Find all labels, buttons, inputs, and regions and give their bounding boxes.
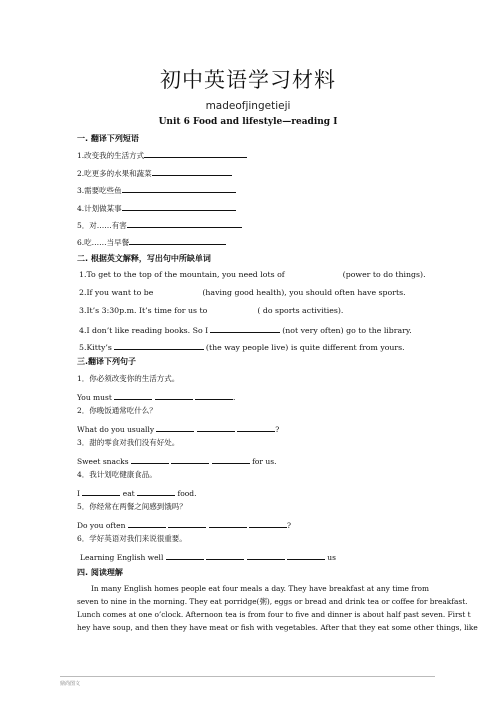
answer-blank[interactable] [249,519,287,528]
passage-line: seven to nine in the morning. They eat porridge(粥), eggs or bread and drink tea or coffee for breakfast. [77,597,468,606]
phrase-item: 1.改变我的生活方式 [77,149,247,161]
chinese-sentence: 3．甜的零食对我们没有好处。 [77,438,180,447]
answer-blank[interactable] [129,236,226,245]
answer-blank[interactable] [206,551,244,560]
answer-blank[interactable] [131,455,169,464]
answer-blank[interactable] [122,202,236,211]
answer-blank[interactable] [114,391,152,400]
answer-blank[interactable] [128,519,166,528]
fill-sentence: 1.To get to the top of the mountain, you need lots of (power to do things). [79,270,426,279]
answer-blank[interactable] [287,551,325,560]
section-heading-2: 二. 根据英文解释，写出句中所缺单词 [77,254,211,263]
answer-blank[interactable] [144,149,247,158]
reading-passage [77,582,478,634]
answer-blank[interactable] [155,391,193,400]
answer-blank[interactable] [247,551,285,560]
answer-blank[interactable] [212,455,250,464]
answer-blank[interactable] [82,487,120,496]
fill-sentence: 3.It’s 3:30p.m. It’s time for us to ( do sports activities). [79,306,344,315]
translation-line: I eat food. [77,489,197,498]
fill-sentence: 2.If you want to be (having good health), you should often have sports. [79,288,406,297]
unit-heading: Unit 6 Food and lifestyle—reading Ⅰ [158,117,338,127]
chinese-sentence: 6．学好英语对我们来说很重要。 [77,534,187,543]
section-heading-4: 四. 阅读理解 [77,568,123,577]
section-heading-1: 一. 翻译下列短语 [77,134,139,143]
passage-line: In many English homes people eat four meals a day. They have breakfast at any time from [91,584,429,593]
answer-blank[interactable] [168,519,206,528]
translation-line: Learning English well us [80,553,336,562]
phrase-item: 3.需要吃些鱼 [77,184,236,196]
fill-sentence: 4.I don’t like reading books. So I (not very often) go to the library. [79,326,412,335]
translation-line: Do you often ? [77,521,292,530]
fill-sentence: 5.Kitty’s (the way people live) is quite different from yours. [79,343,405,352]
answer-blank[interactable] [152,167,232,176]
footer-divider [60,676,435,677]
answer-blank[interactable] [171,455,209,464]
answer-blank[interactable] [127,219,242,228]
passage-line: hey have soup, and then they have meat or fish with vegetables. After that they eat some other things, like [77,623,478,632]
answer-blank[interactable] [210,324,280,333]
section-heading-3: 三.翻译下列句子 [77,357,137,366]
passage-line: Lunch comes at one o’clock. Afternoon tea is from four to five and dinner is about half past seven. First t [77,610,471,619]
translation-line: You must . [77,393,236,402]
answer-blank[interactable] [166,551,204,560]
chinese-sentence: 4．我计划吃健康食品。 [77,470,157,479]
page-title: 初中英语学习材料 [160,68,336,92]
answer-blank[interactable] [195,391,233,400]
chinese-sentence: 5．你经常在两餐之间感到饿吗？ [77,502,187,511]
phrase-item: 2.吃更多的水果和蔬菜 [77,167,232,179]
answer-blank[interactable] [209,519,247,528]
chinese-sentence: 1．你必须改变你的生活方式。 [77,374,180,383]
answer-blank[interactable] [156,423,194,432]
answer-blank[interactable] [237,423,275,432]
phrase-item: 4.计划做某事 [77,202,236,214]
page-subtitle: madeofjingetieji [205,100,291,112]
phrase-item: 6.吃……当早餐 [77,236,226,248]
phrase-item: 5．对……有害 [77,219,242,231]
translation-line: Sweet snacks for us. [77,457,277,466]
answer-blank[interactable] [197,423,235,432]
translation-line: What do you usually ? [77,425,280,434]
answer-blank[interactable] [137,487,175,496]
answer-blank[interactable] [122,184,236,193]
footer-text: 鼎尚图文 [60,681,81,687]
answer-blank[interactable] [114,341,204,350]
chinese-sentence: 2．你晚饭通常吃什么？ [77,406,157,415]
